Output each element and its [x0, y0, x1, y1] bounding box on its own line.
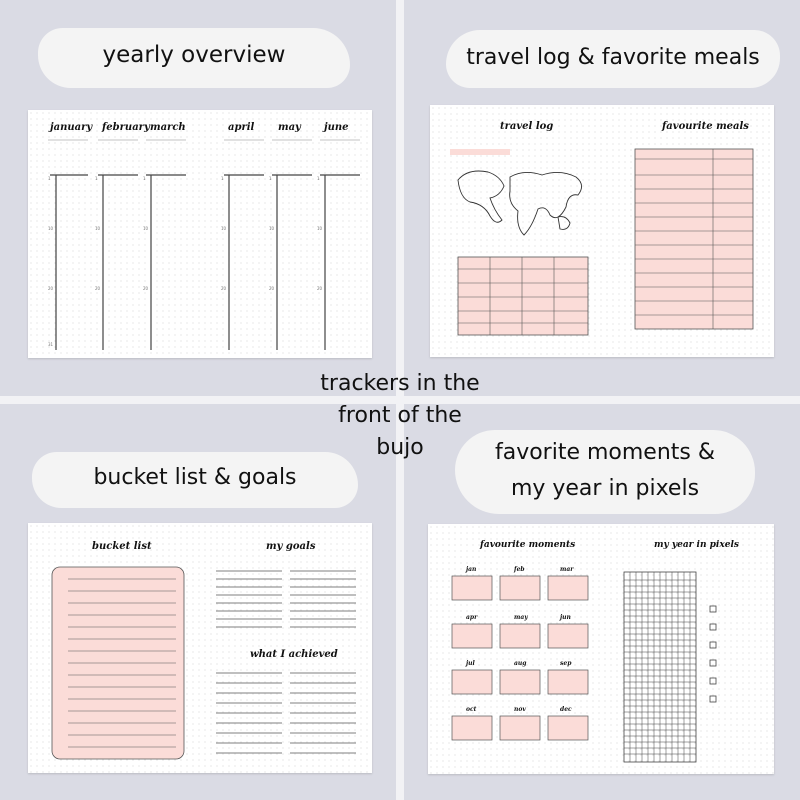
moment-label-may: may	[514, 614, 528, 621]
bucket-graphics	[28, 523, 372, 773]
svg-text:1: 1	[221, 176, 224, 181]
month-march: march	[150, 122, 186, 133]
month-january: january	[50, 122, 93, 133]
center-text-line1: trackers in the	[320, 371, 480, 396]
svg-text:1: 1	[95, 176, 98, 181]
page-travel-meals	[430, 105, 774, 357]
bucket-list-title: bucket list	[92, 541, 152, 552]
favourite-moments-title: favourite moments	[480, 540, 576, 550]
svg-text:31: 31	[48, 342, 54, 347]
my-goals-title: my goals	[266, 541, 316, 552]
svg-text:1: 1	[143, 176, 146, 181]
moments-graphics	[428, 524, 774, 774]
page-moments-pixels	[428, 524, 774, 774]
yearly-columns	[28, 110, 372, 358]
svg-text:10: 10	[317, 226, 323, 231]
favourite-meals-title: favourite meals	[662, 121, 749, 132]
moment-label-feb: feb	[514, 566, 525, 573]
caption-travel-meals: travel log & favorite meals	[466, 45, 760, 70]
moment-label-jul: jul	[466, 660, 475, 667]
svg-text:1: 1	[269, 176, 272, 181]
center-text-line2: front of the	[338, 403, 462, 428]
svg-text:10: 10	[221, 226, 227, 231]
moment-label-mar: mar	[560, 566, 574, 573]
what-i-achieved-title: what I achieved	[250, 649, 338, 660]
caption-bucket-goals: bucket list & goals	[93, 465, 297, 490]
moment-label-jan: jan	[466, 566, 477, 573]
center-text-line3: bujo	[376, 435, 424, 460]
caption-yearly-overview: yearly overview	[102, 42, 286, 68]
travel-graphics	[430, 105, 774, 357]
svg-text:20: 20	[317, 286, 323, 291]
svg-text:10: 10	[95, 226, 101, 231]
svg-text:20: 20	[48, 286, 54, 291]
svg-text:1: 1	[317, 176, 320, 181]
svg-text:20: 20	[269, 286, 275, 291]
svg-text:20: 20	[95, 286, 101, 291]
page-yearly-overview	[28, 110, 372, 358]
page-bucket-goals	[28, 523, 372, 773]
moment-label-nov: nov	[514, 706, 526, 713]
svg-text:20: 20	[221, 286, 227, 291]
svg-text:1: 1	[48, 176, 51, 181]
moment-label-dec: dec	[560, 706, 572, 713]
svg-text:20: 20	[143, 286, 149, 291]
svg-text:10: 10	[48, 226, 54, 231]
month-june: june	[324, 122, 349, 133]
travel-log-title: travel log	[500, 121, 554, 132]
moment-label-aug: aug	[514, 660, 527, 667]
moment-label-jun: jun	[560, 614, 571, 621]
svg-text:10: 10	[269, 226, 275, 231]
moment-label-sep: sep	[560, 660, 572, 667]
moment-label-oct: oct	[466, 706, 477, 713]
month-april: april	[228, 122, 255, 133]
month-february: february	[102, 122, 150, 133]
month-may: may	[278, 122, 301, 133]
caption-moments-line2: my year in pixels	[510, 476, 700, 501]
caption-moments-line1: favorite moments &	[494, 440, 716, 465]
moment-label-apr: apr	[466, 614, 478, 621]
svg-text:10: 10	[143, 226, 149, 231]
year-in-pixels-title: my year in pixels	[654, 540, 739, 550]
